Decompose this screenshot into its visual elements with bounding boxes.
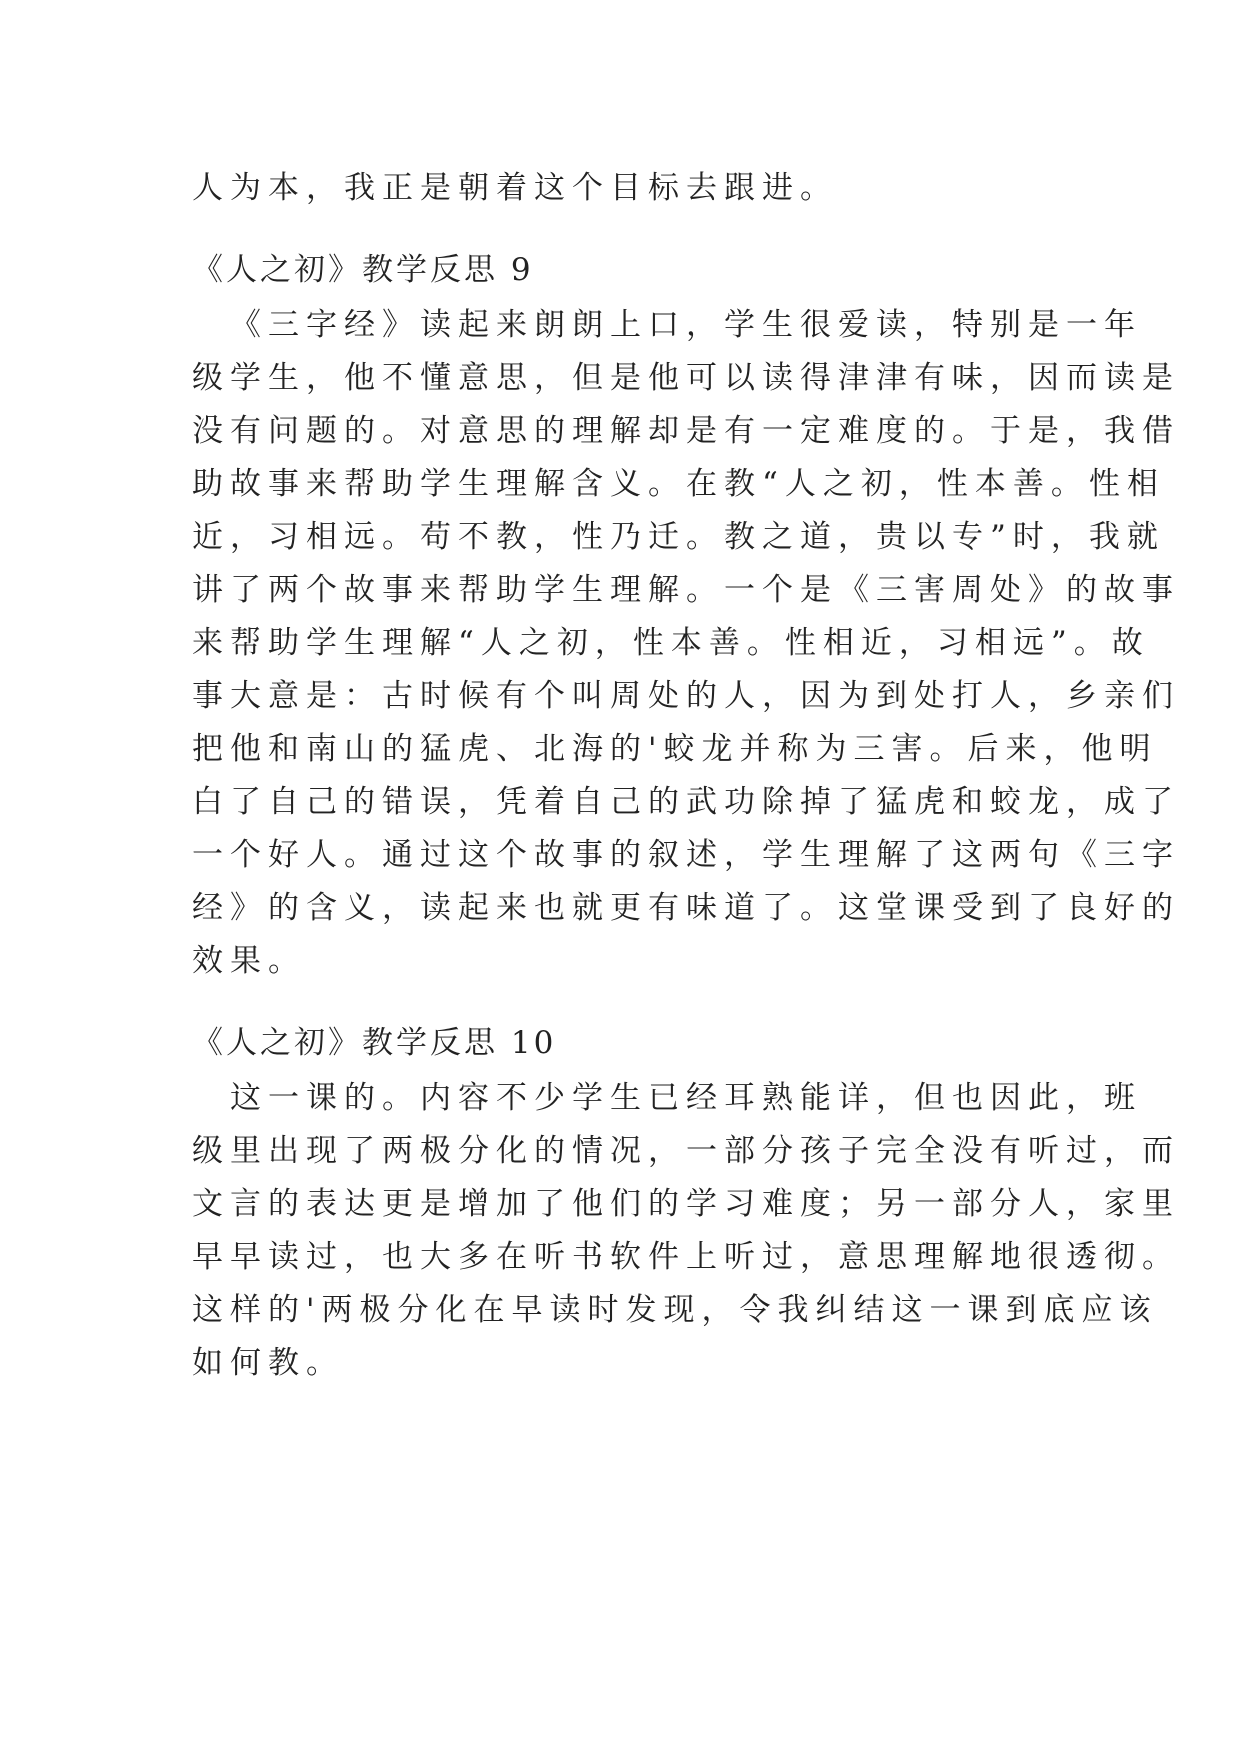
section-heading-10: 《人之初》教学反思 10: [192, 1025, 557, 1061]
paragraph-line: 文言的表达更是增加了他们的学习难度；另一部分人，家里: [192, 1186, 1180, 1222]
paragraph-line: 这一课的。内容不少学生已经耳熟能详，但也因此，班: [230, 1080, 1142, 1116]
paragraph-line: 经》的含义，读起来也就更有味道了。这堂课受到了良好的: [192, 890, 1180, 926]
paragraph-line: 《三字经》读起来朗朗上口，学生很爱读，特别是一年: [230, 307, 1142, 343]
paragraph-line: 早早读过，也大多在听书软件上听过，意思理解地很透彻。: [192, 1239, 1180, 1275]
paragraph-line: 来帮助学生理解“人之初，性本善。性相近，习相远”。故: [192, 625, 1150, 661]
section-heading-9: 《人之初》教学反思 9: [192, 252, 534, 288]
paragraph-line: 级里出现了两极分化的情况，一部分孩子完全没有听过，而: [192, 1133, 1180, 1169]
paragraph-line: 一个好人。通过这个故事的叙述，学生理解了这两句《三字: [192, 837, 1180, 873]
paragraph-line: 近，习相远。苟不教，性乃迁。教之道，贵以专”时，我就: [192, 519, 1165, 555]
paragraph-line: 助故事来帮助学生理解含义。在教“人之初，性本善。性相: [192, 466, 1165, 502]
paragraph-line: 人为本，我正是朝着这个目标去跟进。: [192, 170, 838, 206]
paragraph-line: 把他和南山的猛虎、北海的'蛟龙并称为三害。后来，他明: [192, 731, 1158, 767]
paragraph-line: 白了自己的错误，凭着自己的武功除掉了猛虎和蛟龙，成了: [192, 784, 1180, 820]
paragraph-line: 效果。: [192, 943, 306, 979]
paragraph-line: 如何教。: [192, 1345, 344, 1381]
paragraph-line: 讲了两个故事来帮助学生理解。一个是《三害周处》的故事: [192, 572, 1180, 608]
paragraph-line: 没有问题的。对意思的理解却是有一定难度的。于是，我借: [192, 413, 1180, 449]
paragraph-line: 这样的'两极分化在早读时发现，令我纠结这一课到底应该: [192, 1292, 1158, 1328]
paragraph-line: 事大意是：古时候有个叫周处的人，因为到处打人，乡亲们: [192, 678, 1180, 714]
paragraph-line: 级学生，他不懂意思，但是他可以读得津津有味，因而读是: [192, 360, 1180, 396]
